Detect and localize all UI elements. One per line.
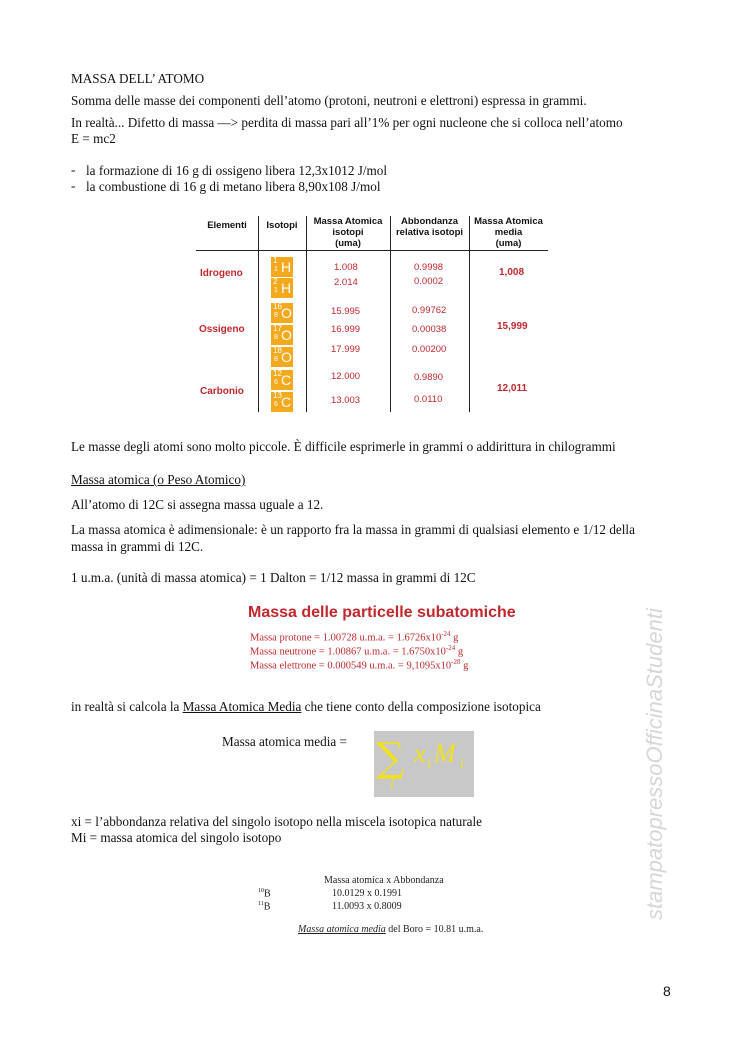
definition-mi: Mi = massa atomica del singolo isotopo	[71, 830, 282, 845]
isotope-c12-icon: 12 6 C	[273, 369, 292, 388]
isotope-o18-icon: 18 8 O	[273, 346, 292, 365]
isotope-abundance: 0.0002	[414, 276, 444, 287]
average-mass: 15,999	[497, 321, 528, 332]
paragraph-mass-defect: In realtà... Difetto di massa —> perdita di massa pari all’1% per ogni nucleone che si colloca nell’atomo	[71, 115, 623, 130]
average-mass-term: Massa Atomica Media	[182, 699, 302, 714]
isotope-abundance: 0.9890	[414, 372, 444, 383]
header-elementi: Elementi	[207, 220, 247, 231]
sum-icon: ∑	[376, 735, 405, 781]
bullet-item: la combustione di 16 g di metano libera 8,90x108 J/mol	[86, 179, 381, 194]
paragraph-uma: 1 u.m.a. (unità di massa atomica) = 1 Dalton = 1/12 massa in grammi di 12C	[71, 570, 476, 585]
formula-label: Massa atomica media =	[222, 734, 347, 749]
isotope-h1-icon: 1 1 H	[273, 256, 292, 275]
isotope-h2-icon: 2 1 H	[273, 277, 292, 296]
isotope-c13-icon: 13 6 C	[273, 391, 292, 410]
paragraph-dimensionless-cont: massa in grammi di 12C.	[71, 539, 204, 554]
definition-xi: xi = l’abbondanza relativa del singolo isotopo nella miscela isotopica naturale	[71, 814, 482, 829]
isotope-mass: 12.000	[331, 371, 361, 382]
subatomic-title: Massa delle particelle subatomiche	[248, 604, 516, 621]
isotope-o16-icon: 16 8 O	[273, 302, 292, 321]
element-carbonio: Carbonio	[200, 386, 244, 397]
isotope-mass: 13.003	[331, 395, 361, 406]
isotope-abundance: 0.0110	[414, 394, 443, 405]
boron-result: Massa atomica media del Boro = 10.81 u.m.a.	[298, 924, 484, 935]
paragraph-definition: Somma delle masse dei componenti dell’atomo (protoni, neutroni e elettroni) espressa in grammi.	[71, 93, 587, 108]
isotope-mass: 2.014	[334, 277, 358, 288]
section-heading: MASSA DELL’ ATOMO	[71, 71, 205, 86]
bullet-item: la formazione di 16 g di ossigeno libera 12,3x1012 J/mol	[86, 163, 388, 178]
average-mass: 1,008	[499, 267, 525, 278]
isotope-mass: 17.999	[331, 344, 361, 355]
average-mass: 12,011	[497, 383, 528, 394]
boron-header: Massa atomica x Abbondanza	[324, 875, 444, 886]
paragraph-small-masses: Le masse degli atomi sono molto piccole. È difficile esprimerle in grammi o addirittura in chilogrammi	[71, 439, 616, 454]
subheading-atomic-mass: Massa atomica (o Peso Atomico)	[71, 472, 246, 487]
isotope-table	[196, 212, 548, 412]
paragraph-average-mass: in realtà si calcola la Massa Atomica Media che tiene conto della composizione isotopica	[71, 699, 541, 714]
boron-value: 11.0093 x 0.8009	[332, 901, 402, 912]
header-abbondanza: Abbondanza relativa isotopi	[395, 216, 464, 238]
isotope-abundance: 0.00038	[412, 324, 447, 335]
formula-image: ∑ i x i M i	[374, 731, 474, 797]
isotope-mass: 16.999	[331, 324, 361, 335]
bullet-mark: -	[71, 178, 76, 193]
boron-row: $^{11}$B	[258, 901, 271, 913]
isotope-o17-icon: 17 8 O	[273, 324, 292, 343]
isotope-abundance: 0.9998	[414, 262, 444, 273]
element-idrogeno: Idrogeno	[200, 268, 243, 279]
subatomic-line: Massa neutrone = 1.00867 u.m.a. = $1.6750x10^{-24}$ g	[250, 644, 464, 658]
isotope-abundance: 0.99762	[412, 305, 447, 316]
isotope-mass: 1.008	[334, 262, 358, 273]
header-isotopi: Isotopi	[266, 220, 298, 231]
boron-value: 10.0129 x 0.1991	[332, 888, 402, 899]
paragraph-dimensionless: La massa atomica è adimensionale: è un rapporto fra la massa in grammi di qualsiasi elemento e 1/12 della	[71, 522, 635, 537]
subatomic-line: Massa protone = 1.00728 u.m.a. = $1.6726x10^{-24}$ g	[250, 630, 459, 644]
boron-row: $^{10}$B	[258, 888, 271, 900]
header-massa-isotopi: Massa Atomica isotopi (uma)	[313, 216, 383, 249]
bullet-mark: -	[71, 162, 76, 177]
page-number: 8	[663, 983, 671, 999]
paragraph-equation: E = mc2	[71, 131, 116, 146]
subatomic-line: Massa elettrone = 0.000549 u.m.a. = $9,1095x10^{-28}$ g	[250, 658, 469, 672]
watermark: stampatopressoOfficinaStudenti	[642, 608, 667, 920]
header-massa-media: Massa Atomica media (uma)	[474, 216, 543, 249]
isotope-mass: 15.995	[331, 306, 361, 317]
paragraph-12c: All’atomo di 12C si assegna massa uguale a 12.	[71, 497, 324, 512]
element-ossigeno: Ossigeno	[199, 324, 245, 335]
isotope-abundance: 0.00200	[412, 344, 447, 355]
